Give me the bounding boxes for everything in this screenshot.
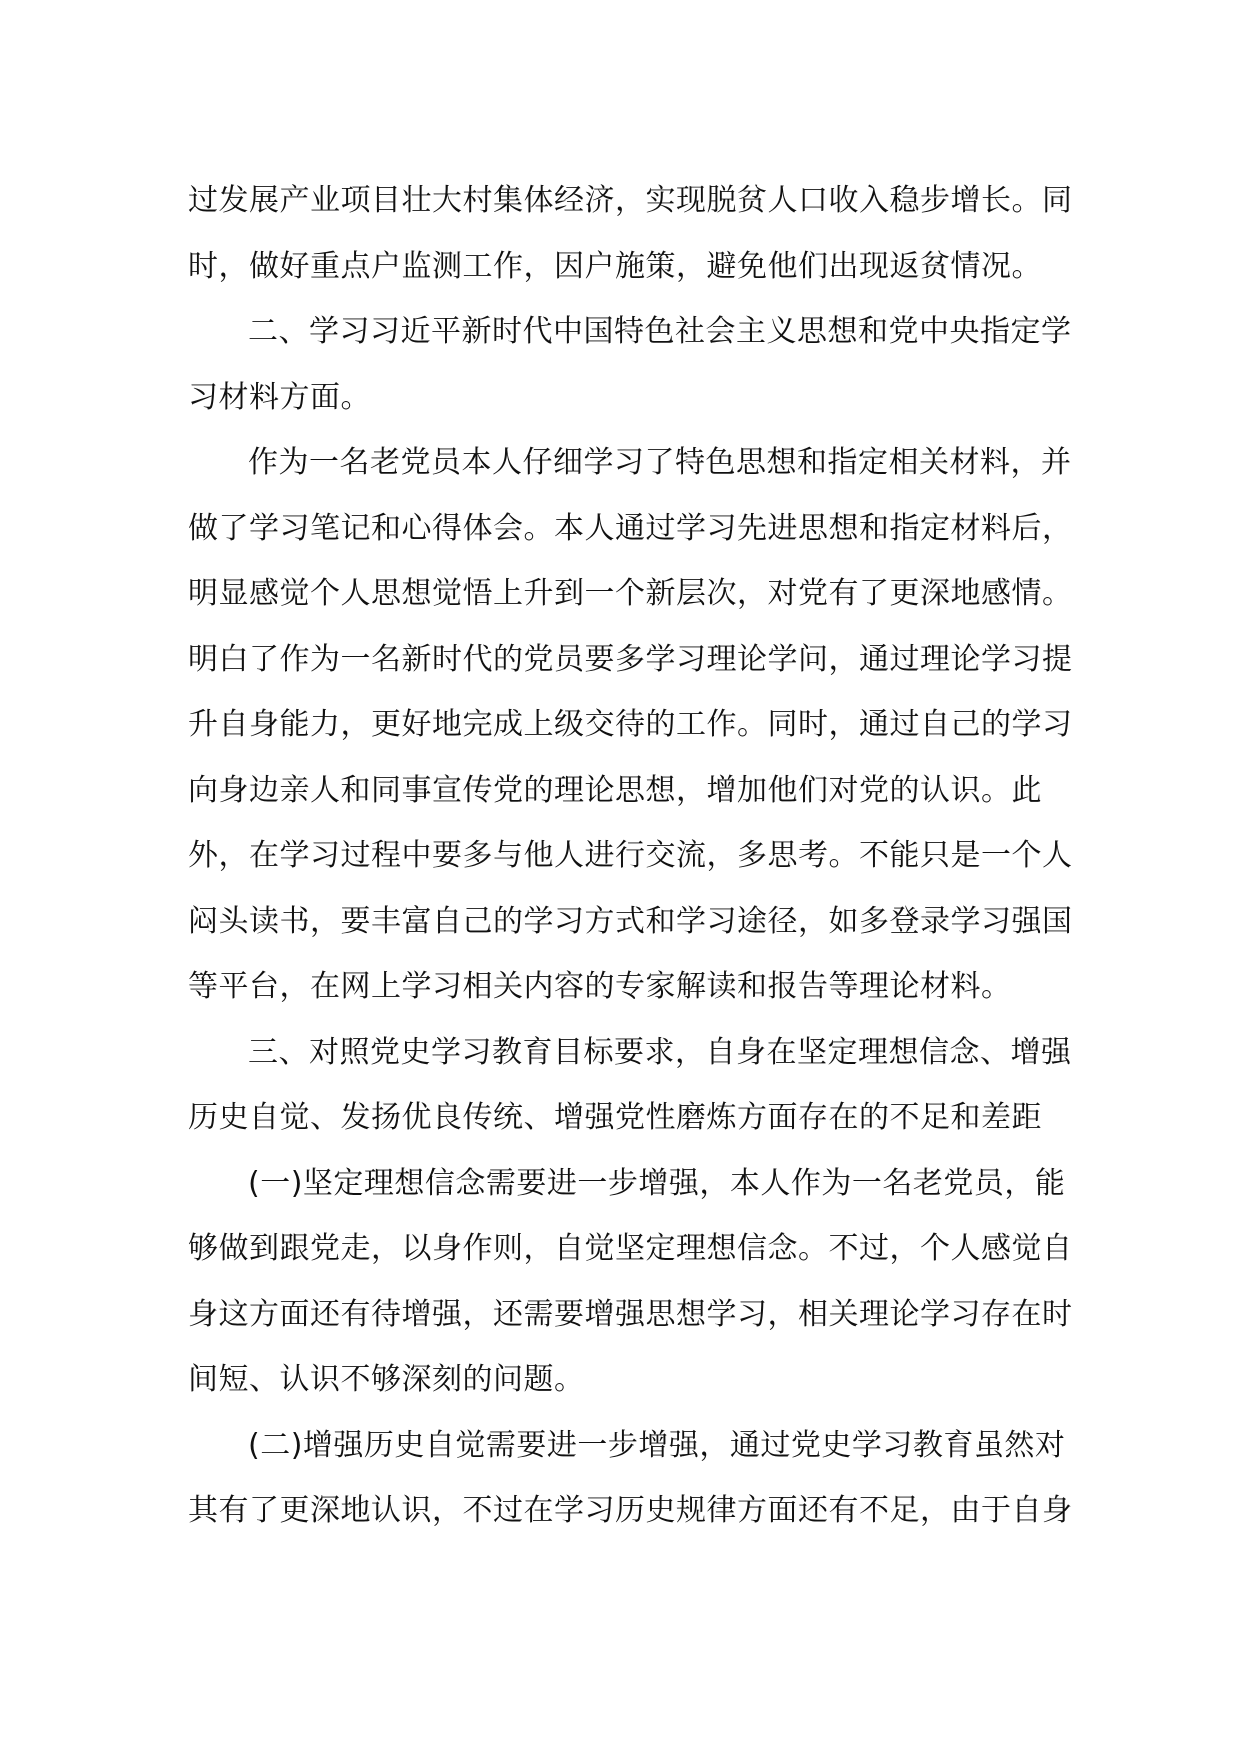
text-line: 明白了作为一名新时代的党员要多学习理论学问，通过理论学习提 xyxy=(188,641,1073,677)
text-line: (一)坚定理想信念需要进一步增强，本人作为一名老党员，能 xyxy=(248,1165,1066,1201)
text-line: (二)增强历史自觉需要进一步增强，通过党史学习教育虽然对 xyxy=(248,1427,1066,1463)
text-line: 三、对照党史学习教育目标要求，自身在坚定理想信念、增强 xyxy=(248,1034,1072,1070)
text-line: 闷头读书，要丰富自己的学习方式和学习途径，如多登录学习强国 xyxy=(188,903,1073,939)
text-line: 够做到跟党走，以身作则，自觉坚定理想信念。不过，个人感觉自 xyxy=(188,1231,1073,1266)
text-line: 升自身能力，更好地完成上级交待的工作。同时，通过自己的学习 xyxy=(188,707,1073,742)
text-line: 外，在学习过程中要多与他人进行交流，多思考。不能只是一个人 xyxy=(188,838,1073,873)
text-line: 等平台，在网上学习相关内容的专家解读和报告等理论材料。 xyxy=(188,969,1012,1004)
text-line: 习材料方面。 xyxy=(188,379,371,415)
text-line: 向身边亲人和同事宣传党的理论思想，增加他们对党的认识。此 xyxy=(188,772,1042,808)
text-line: 做了学习笔记和心得体会。本人通过学习先进思想和指定材料后， xyxy=(188,510,1073,546)
text-line: 历史自觉、发扬优良传统、增强党性磨炼方面存在的不足和差距 xyxy=(188,1100,1042,1135)
text-line: 明显感觉个人思想觉悟上升到一个新层次，对党有了更深地感情。 xyxy=(188,576,1073,611)
text-line: 其有了更深地认识，不过在学习历史规律方面还有不足，由于自身 xyxy=(188,1493,1073,1528)
document-body xyxy=(188,168,1073,1544)
text-line: 间短、认识不够深刻的问题。 xyxy=(188,1362,585,1397)
text-line: 时，做好重点户监测工作，因户施策，避免他们出现返贫情况。 xyxy=(188,248,1042,284)
text-line: 过发展产业项目壮大村集体经济，实现脱贫人口收入稳步增长。同 xyxy=(188,183,1073,218)
text-line: 二、学习习近平新时代中国特色社会主义思想和党中央指定学 xyxy=(248,314,1072,349)
text-line: 作为一名老党员本人仔细学习了特色思想和指定相关材料，并 xyxy=(248,445,1072,480)
text-line: 身这方面还有待增强，还需要增强思想学习，相关理论学习存在时 xyxy=(188,1296,1073,1332)
